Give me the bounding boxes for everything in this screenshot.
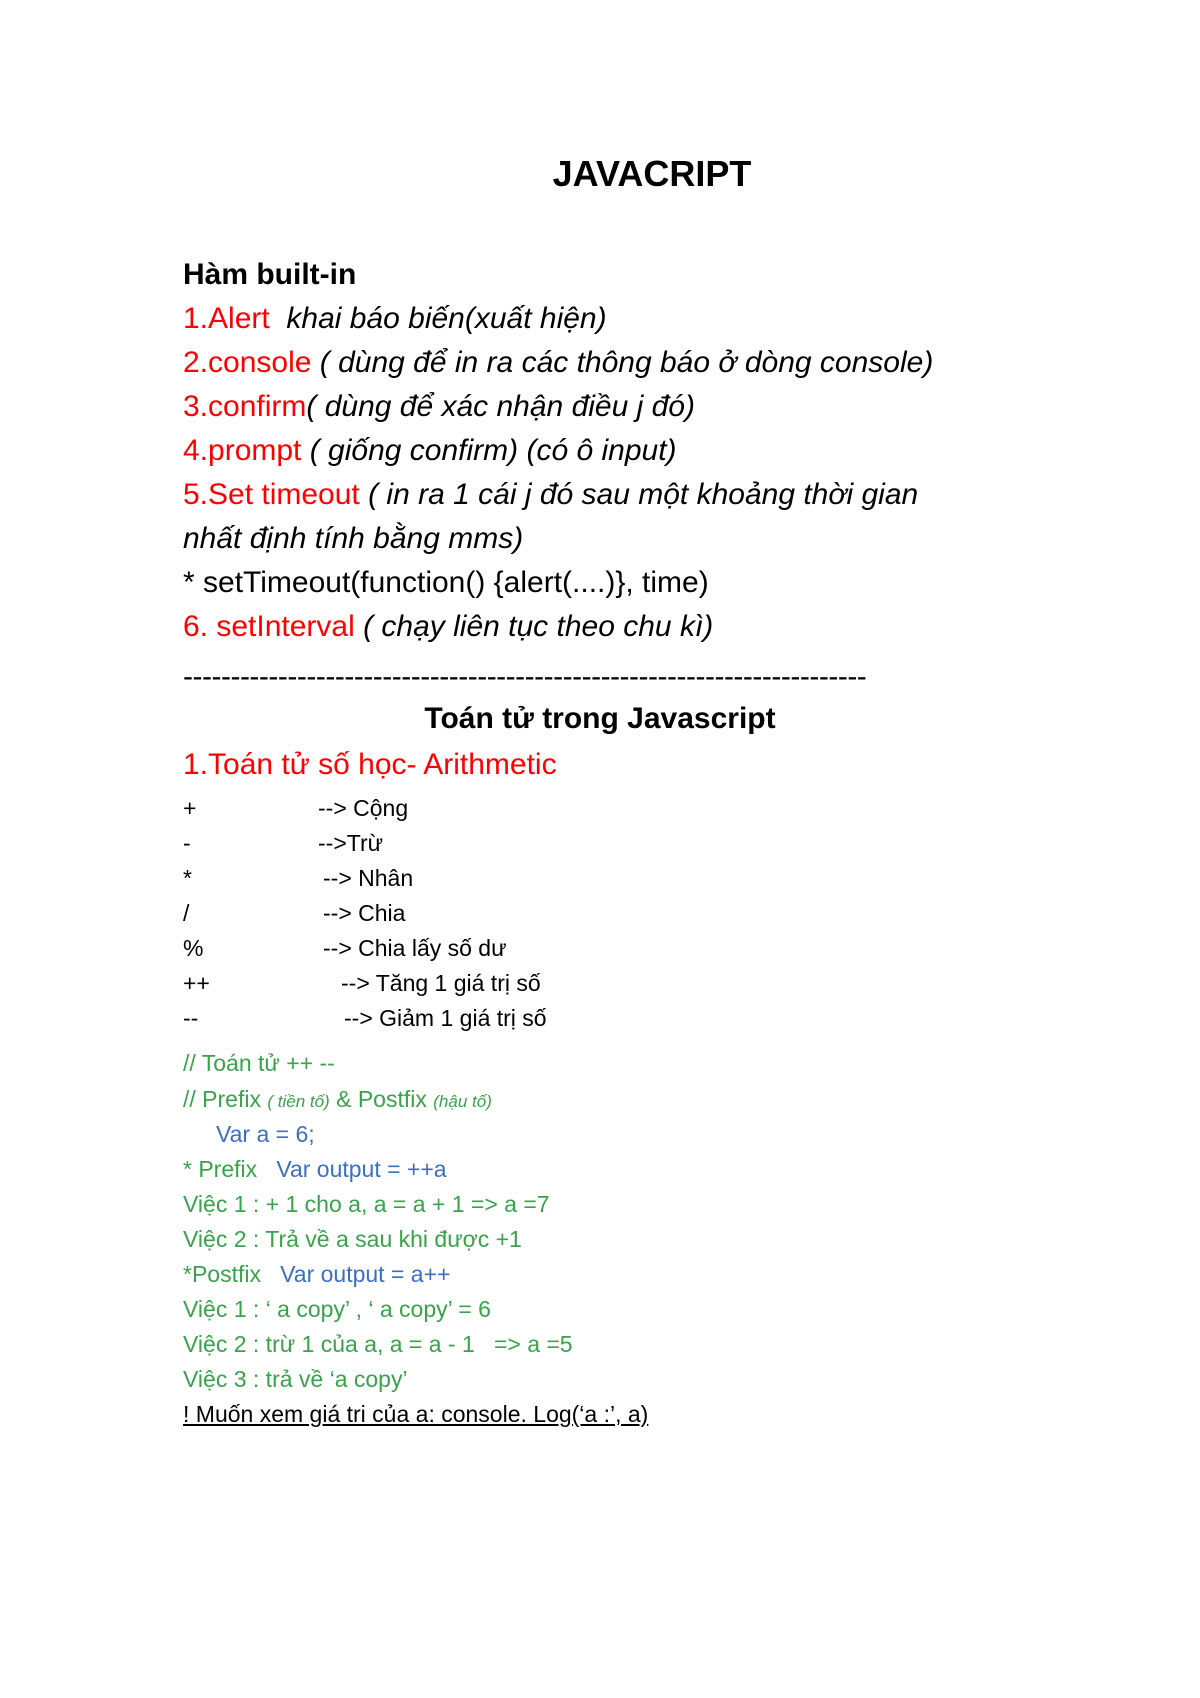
- prefix-step-2: Việc 2 : Trả về a sau khi được +1: [183, 1226, 522, 1252]
- comment-increment: // Toán tử ++ --: [183, 1050, 335, 1076]
- builtin-item-settimeout: 5.Set timeout ( in ra 1 cái j đó sau một khoảng thời gian: [183, 478, 919, 511]
- builtin-item-prompt: 4.prompt ( giống confirm) (có ô input): [183, 434, 677, 467]
- operator-row-divide: / --> Chia: [183, 900, 406, 926]
- operators-heading: Toán tử trong Javascript: [424, 702, 776, 735]
- operator-row-multiply: * --> Nhân: [183, 865, 414, 891]
- operator-row-minus: - -->Trừ: [183, 830, 384, 856]
- builtin-item-console: 2.console ( dùng để in ra các thông báo ở dòng console): [183, 346, 934, 379]
- builtin-item-setinterval: 6. setInterval ( chạy liên tục theo chu kì): [183, 610, 714, 643]
- arithmetic-heading: 1.Toán tử số học- Arithmetic: [183, 748, 557, 781]
- console-log-tip: ! Muốn xem giá tri của a: console. Log(‘a :’, a): [183, 1401, 649, 1427]
- postfix-line: *Postfix Var output = a++: [183, 1261, 451, 1287]
- builtin-item-confirm: 3.confirm( dùng để xác nhận điều j đó): [183, 390, 695, 423]
- postfix-step-3: Việc 3 : trả về ‘a copy’: [183, 1366, 408, 1392]
- operator-row-modulo: % --> Chia lấy số dư: [183, 935, 507, 961]
- prefix-step-1: Việc 1 : + 1 cho a, a = a + 1 => a =7: [183, 1191, 550, 1217]
- postfix-step-2: Việc 2 : trừ 1 của a, a = a - 1 => a =5: [183, 1331, 573, 1357]
- operator-row-decrement: -- --> Giảm 1 giá trị số: [183, 1005, 547, 1031]
- prefix-line: * Prefix Var output = ++a: [183, 1156, 447, 1182]
- divider: ------------------------------------------------------------------------: [183, 660, 867, 693]
- settimeout-example: * setTimeout(function() {alert(....)}, time): [183, 566, 709, 599]
- builtin-item-settimeout-cont: nhất định tính bằng mms): [183, 522, 524, 555]
- builtin-heading: Hàm built-in: [183, 258, 357, 291]
- postfix-step-1: Việc 1 : ‘ a copy’ , ‘ a copy’ = 6: [183, 1296, 491, 1322]
- operator-row-increment: ++ --> Tăng 1 giá trị số: [183, 970, 541, 996]
- comment-prefix-postfix: // Prefix ( tiền tố) & Postfix (hậu tố): [183, 1086, 492, 1112]
- page-title: JAVACRIPT: [552, 153, 752, 194]
- builtin-item-alert: 1.Alert khai báo biến(xuất hiện): [183, 302, 607, 335]
- var-declaration: Var a = 6;: [216, 1121, 315, 1147]
- operator-row-plus: + --> Cộng: [183, 795, 409, 821]
